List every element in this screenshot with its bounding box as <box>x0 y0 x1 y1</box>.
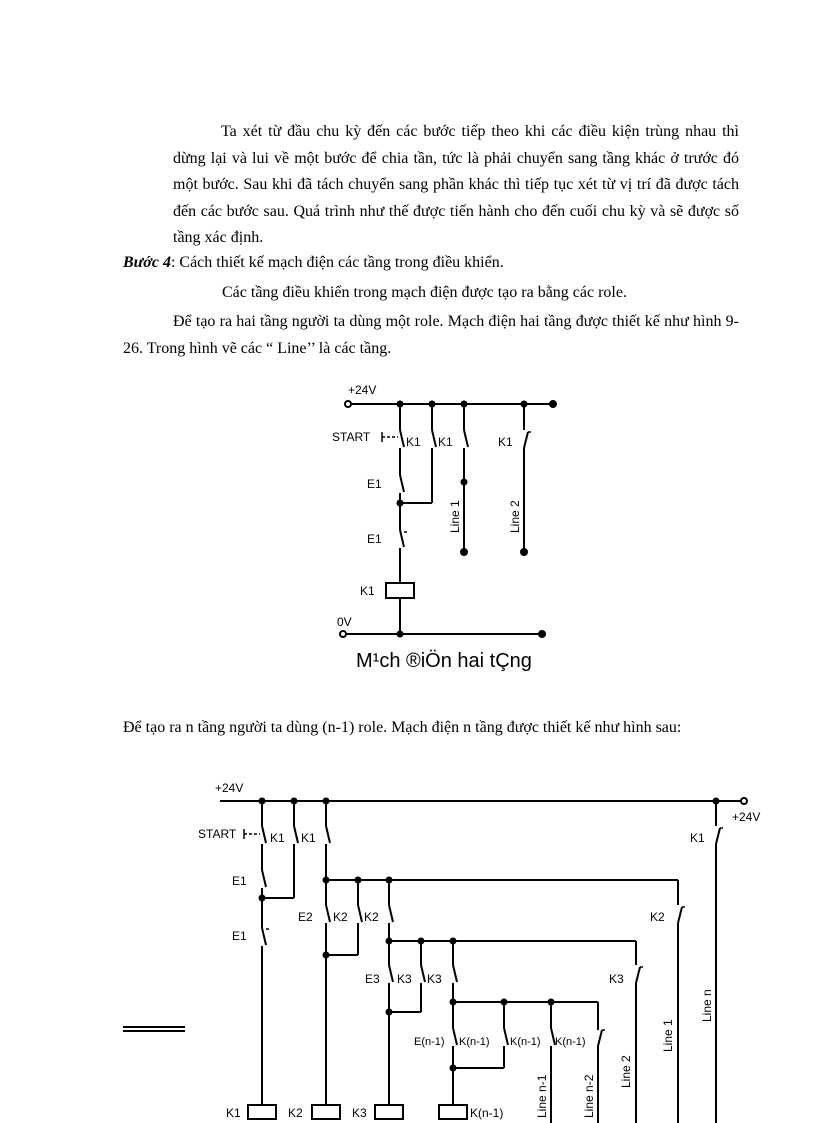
kn1-label: K(n-1) <box>459 1036 490 1048</box>
k1-coil-label: K1 <box>226 1106 241 1120</box>
kn1-label: K(n-1) <box>510 1036 541 1048</box>
k3-label: K3 <box>609 972 624 986</box>
k2-coil-label: K2 <box>288 1106 303 1120</box>
k3-label: K3 <box>427 972 442 986</box>
supply-label: +24V <box>215 781 244 795</box>
supply-label-right: +24V <box>732 810 761 824</box>
k2-label: K2 <box>333 910 348 924</box>
ground-label: 0V <box>337 615 352 629</box>
e1-label: E1 <box>367 477 382 491</box>
k2-label: K2 <box>650 910 665 924</box>
line2-label: Line 2 <box>619 1055 633 1088</box>
paragraph-intro: Ta xét từ đầu chu kỳ đến các bước tiếp theo khi các điều kiện trùng nhau thì dừng lại và lui về một bước để chia tần, tức là phải chuyển sang tầng khác ở trước đó một bước. Sau khi đã tách chuyển sang phần khác thì tiếp tục xét từ vị trí đã được tách đến các bước sau. Quá trình như thế được tiến hành cho đến cuối chu kỳ và sẽ được số tầng xác định. <box>173 123 739 246</box>
footnote-separator <box>123 1026 185 1032</box>
start-label: START <box>332 430 371 444</box>
line-n-1-label: Line n-1 <box>535 1074 549 1118</box>
e2-label: E2 <box>298 910 313 924</box>
kn1-label: K(n-1) <box>555 1036 586 1048</box>
step4-label: Bước 4 <box>123 254 171 271</box>
k3-coil-label: K3 <box>352 1106 367 1120</box>
k1-coil-label: K1 <box>360 584 375 598</box>
paragraph-stages: Các tầng điều khiển trong mạch điện được tạo ra bằng các role. <box>222 284 627 301</box>
line-n-2-label: Line n-2 <box>582 1074 596 1118</box>
line1-label: Line 1 <box>661 1019 675 1052</box>
line1-label: Line 1 <box>448 500 462 533</box>
step4-text: : Cách thiết kế mạch điện các tầng trong điều khiển. <box>170 254 504 271</box>
e1-label: E1 <box>232 874 247 888</box>
e1-label: E1 <box>232 929 247 943</box>
k1-label: K1 <box>301 831 316 845</box>
k1-label: K1 <box>438 435 453 449</box>
k2-label: K2 <box>364 910 379 924</box>
kn1-coil-label: K(n-1) <box>470 1106 504 1120</box>
start-label: START <box>198 827 237 841</box>
paragraph-two-stage: Để tạo ra hai tầng người ta dùng một role. Mạch điện hai tầng được thiết kế như hình 9- 26. Trong hình vẽ các “ Line’’ là các tầng. <box>123 313 739 357</box>
figure-caption: M¹ch ®iÖn hai tÇng <box>356 650 532 672</box>
k3-label: K3 <box>397 972 412 986</box>
k1-label: K1 <box>406 435 421 449</box>
e3-label: E3 <box>365 972 380 986</box>
e1-label: E1 <box>367 532 382 546</box>
line-n-label: Line n <box>700 989 714 1022</box>
en1-label: E(n-1) <box>414 1036 445 1048</box>
supply-label: +24V <box>348 383 377 397</box>
k1-label: K1 <box>498 435 513 449</box>
k1-label: K1 <box>270 831 285 845</box>
paragraph-n-stage: Để tạo ra n tầng người ta dùng (n-1) role. Mạch điện n tầng được thiết kế như hình sau: <box>123 719 682 736</box>
k1-label: K1 <box>690 831 705 845</box>
line2-label: Line 2 <box>508 500 522 533</box>
